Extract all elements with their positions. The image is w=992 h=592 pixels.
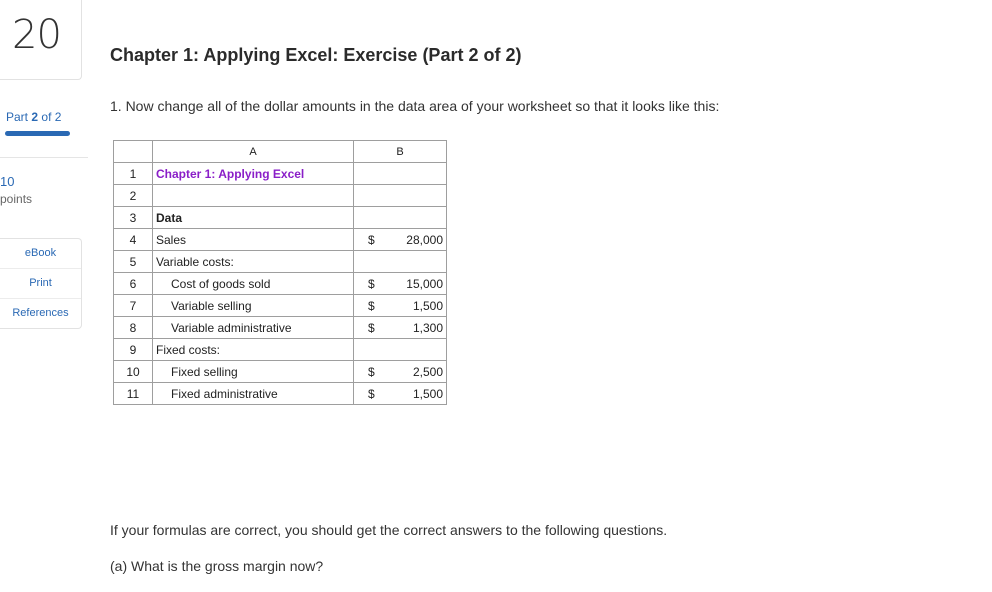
references-link[interactable]: References <box>12 307 69 319</box>
row-number: 8 <box>114 317 153 339</box>
sheet-row <box>114 207 447 229</box>
sheet-row <box>114 251 447 273</box>
question-number-box <box>0 0 82 80</box>
amount-value: 1,500 <box>412 386 443 401</box>
points-label: points <box>0 192 33 206</box>
question-number: 20 <box>12 12 61 58</box>
rail-divider <box>0 157 88 158</box>
sheet-row <box>114 361 447 383</box>
cell-b-content <box>354 233 446 247</box>
part-indicator <box>6 110 61 124</box>
sheet-corner <box>114 141 153 163</box>
cell-b-content <box>354 299 446 313</box>
cell-a[interactable]: Sales <box>153 229 354 251</box>
cell-b[interactable] <box>354 273 447 295</box>
row-number: 6 <box>114 273 153 295</box>
part-of: of 2 <box>41 110 62 124</box>
cell-a[interactable]: Fixed selling <box>153 361 354 383</box>
row-number: 1 <box>114 163 153 185</box>
question-a: (a) What is the gross margin now? <box>110 558 324 574</box>
spreadsheet-table <box>113 140 447 405</box>
row-number: 11 <box>114 383 153 405</box>
amount-value: 1,300 <box>412 320 443 335</box>
cell-b[interactable] <box>354 229 447 251</box>
cell-b[interactable] <box>354 295 447 317</box>
cell-a[interactable]: Fixed costs: <box>153 339 354 361</box>
cell-a[interactable]: Chapter 1: Applying Excel <box>153 163 354 185</box>
page-title: Chapter 1: Applying Excel: Exercise (Part 2 of 2) <box>110 45 522 65</box>
row-number: 10 <box>114 361 153 383</box>
sheet-row <box>114 229 447 251</box>
cell-a[interactable]: Variable administrative <box>153 317 354 339</box>
sheet-row <box>114 273 447 295</box>
sheet-row <box>114 339 447 361</box>
currency-symbol: $ <box>368 320 375 335</box>
tools-panel <box>0 238 82 329</box>
instruction-text: 1. Now change all of the dollar amounts in the data area of your worksheet so that it looks like this: <box>110 98 720 114</box>
column-header-row <box>114 141 447 163</box>
formula-note: If your formulas are correct, you should get the correct answers to the following questions. <box>110 522 668 538</box>
row-number: 4 <box>114 229 153 251</box>
cell-a[interactable]: Variable costs: <box>153 251 354 273</box>
cell-b-content <box>354 321 446 335</box>
amount-value: 28,000 <box>406 232 443 247</box>
part-current: 2 <box>31 110 39 124</box>
column-header-a: A <box>153 141 354 163</box>
row-number: 3 <box>114 207 153 229</box>
currency-symbol: $ <box>368 276 375 291</box>
cell-b[interactable] <box>354 339 447 361</box>
cell-b[interactable] <box>354 317 447 339</box>
currency-symbol: $ <box>368 364 375 379</box>
cell-a[interactable]: Data <box>153 207 354 229</box>
ebook-link[interactable]: eBook <box>0 239 81 269</box>
cell-b[interactable] <box>354 185 447 207</box>
sheet-row <box>114 295 447 317</box>
currency-symbol: $ <box>368 386 375 401</box>
cell-a[interactable] <box>153 185 354 207</box>
cell-a[interactable]: Cost of goods sold <box>153 273 354 295</box>
sheet-row <box>114 185 447 207</box>
print-link[interactable]: Print <box>0 269 81 299</box>
cell-a[interactable]: Variable selling <box>153 295 354 317</box>
sheet-row <box>114 163 447 185</box>
row-number: 9 <box>114 339 153 361</box>
cell-b[interactable] <box>354 207 447 229</box>
cell-b[interactable] <box>354 361 447 383</box>
row-number: 5 <box>114 251 153 273</box>
cell-b[interactable] <box>354 383 447 405</box>
amount-value: 15,000 <box>406 276 443 291</box>
cell-b-content <box>354 387 446 401</box>
currency-symbol: $ <box>368 298 375 313</box>
cell-b[interactable] <box>354 163 447 185</box>
part-label-prefix: Part <box>6 110 29 124</box>
cell-a[interactable]: Fixed administrative <box>153 383 354 405</box>
points-value: 10 <box>0 174 15 189</box>
currency-symbol: $ <box>368 232 375 247</box>
column-header-b: B <box>354 141 447 163</box>
sheet-row <box>114 383 447 405</box>
sheet-row <box>114 317 447 339</box>
amount-value: 1,500 <box>412 298 443 313</box>
row-number: 7 <box>114 295 153 317</box>
row-number: 2 <box>114 185 153 207</box>
cell-b-content <box>354 365 446 379</box>
amount-value: 2,500 <box>412 364 443 379</box>
part-progress-bar <box>5 131 70 136</box>
cell-b-content <box>354 277 446 291</box>
cell-b[interactable] <box>354 251 447 273</box>
